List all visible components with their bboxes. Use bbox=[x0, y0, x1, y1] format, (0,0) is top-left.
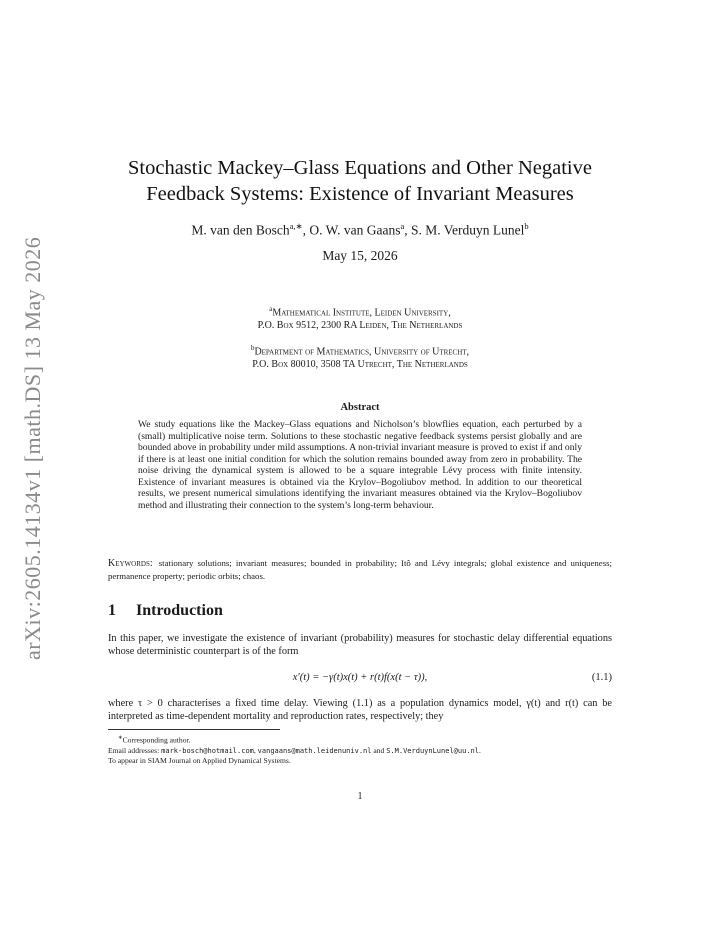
abstract-text: We study equations like the Mackey–Glass equations and Nicholson’s blowflies equation, each perturbed by a (small) multiplicative noise term. Solutions to these stochastic negative feedback systems persist globally and are bounded above in probability under mild assumptions. A non-trivial invariant measure is proved to exist if and only if there is at least one initial condition for which the solution remains bounded away from zero in probability. The noise driving the dynamical system is allowed to be a square integrable Lévy process with finite intensity. Existence of invariant measures is obtained via the Krylov–Bogoliubov method. In addition to our theoretical results, we present numerical simulations identifying the invariant measures obtained via the Krylov–Bogoliubov method and illustrating their connection to the system’s long-term behaviour. bbox=[138, 419, 582, 511]
paper-title bbox=[108, 155, 612, 207]
author-3-mark: b bbox=[524, 221, 529, 231]
section-number: 1 bbox=[108, 602, 116, 619]
keywords-text: stationary solutions; invariant measures; bounded in probability; Itô and Lévy integrals; global existence and uniqueness; permanence property; periodic orbits; chaos. bbox=[108, 558, 612, 581]
equation-body: x′(t) = −γ(t)x(t) + r(t)f(x(t − τ)), bbox=[292, 672, 428, 683]
affiliation-a bbox=[108, 303, 612, 332]
affiliation-a-mark: a bbox=[269, 305, 273, 313]
paper-date: May 15, 2026 bbox=[322, 248, 398, 263]
affiliation-a-line-1: Mathematical Institute, Leiden University, bbox=[272, 307, 451, 319]
intro-paragraph-1: In this paper, we investigate the existence of invariant (probability) measures for stochastic delay differential equations whose deterministic counterpart is of the form bbox=[108, 633, 612, 658]
affiliation-b-line-1: Department of Mathematics, University of Utrecht, bbox=[254, 346, 470, 358]
corresponding-text: Corresponding author. bbox=[122, 735, 191, 745]
arxiv-identifier: arXiv:2605.14134v1 [math.DS] 13 May 2026 bbox=[20, 236, 45, 660]
email-label: Email addresses: bbox=[108, 745, 162, 755]
author-2-mark: a bbox=[400, 221, 405, 231]
equation-number: (1.1) bbox=[591, 672, 612, 683]
keywords-label: Keywords: bbox=[108, 558, 153, 569]
arxiv-sidebar bbox=[14, 236, 54, 660]
affiliation-b-mark: b bbox=[250, 344, 255, 352]
section-title: Introduction bbox=[136, 602, 223, 619]
title-line-1: Stochastic Mackey–Glass Equations and Other Negative bbox=[128, 157, 592, 179]
intro-paragraph-2: where τ > 0 characterises a fixed time delay. Viewing (1.1) as a population dynamics model, γ(t) and r(t) can be interpreted as time-dependent mortality and reproduction rates, respectively; they bbox=[108, 698, 612, 723]
author-3: S. M. Verduyn Lunel bbox=[411, 222, 525, 238]
footnote-appear: To appear in SIAM Journal on Applied Dynamical Systems. bbox=[108, 755, 291, 765]
author-2: O. W. van Gaans bbox=[309, 222, 401, 238]
corresponding-mark: ∗ bbox=[118, 735, 123, 741]
email-separator-2: and bbox=[371, 745, 387, 755]
title-line-2: Feedback Systems: Existence of Invariant Measures bbox=[146, 183, 574, 205]
author-1-mark: a,∗ bbox=[289, 221, 303, 231]
section-heading bbox=[108, 602, 223, 620]
email-end: . bbox=[478, 745, 481, 755]
footnotes bbox=[108, 733, 612, 766]
page-number: 1 bbox=[357, 791, 363, 802]
keywords bbox=[108, 557, 612, 582]
email-separator-1: , bbox=[253, 745, 258, 755]
affiliation-a-line-2: P.O. Box 9512, 2300 RA Leiden, The Netherlands bbox=[257, 320, 463, 332]
footnote-corresponding bbox=[108, 733, 612, 746]
affiliation-b-line-2: P.O. Box 80010, 3508 TA Utrecht, The Netherlands bbox=[252, 359, 468, 371]
author-1: M. van den Bosch bbox=[191, 222, 290, 238]
abstract-heading: Abstract bbox=[340, 402, 380, 413]
footnote-emails bbox=[108, 746, 612, 756]
email-link-3[interactable]: S.M.VerduynLunel@uu.nl bbox=[386, 746, 479, 755]
footnote-rule bbox=[108, 729, 280, 730]
email-link-2[interactable]: vangaans@math.leidenuniv.nl bbox=[257, 746, 372, 755]
affiliation-b bbox=[108, 342, 612, 371]
author-list: M. van den Bosch$^{a,∗}$, O. W. van Gaans$^a$, S. M. Verduyn Lunel$^b$ bbox=[191, 221, 529, 238]
email-link-1[interactable]: mark-bosch@hotmail.com bbox=[161, 746, 254, 755]
